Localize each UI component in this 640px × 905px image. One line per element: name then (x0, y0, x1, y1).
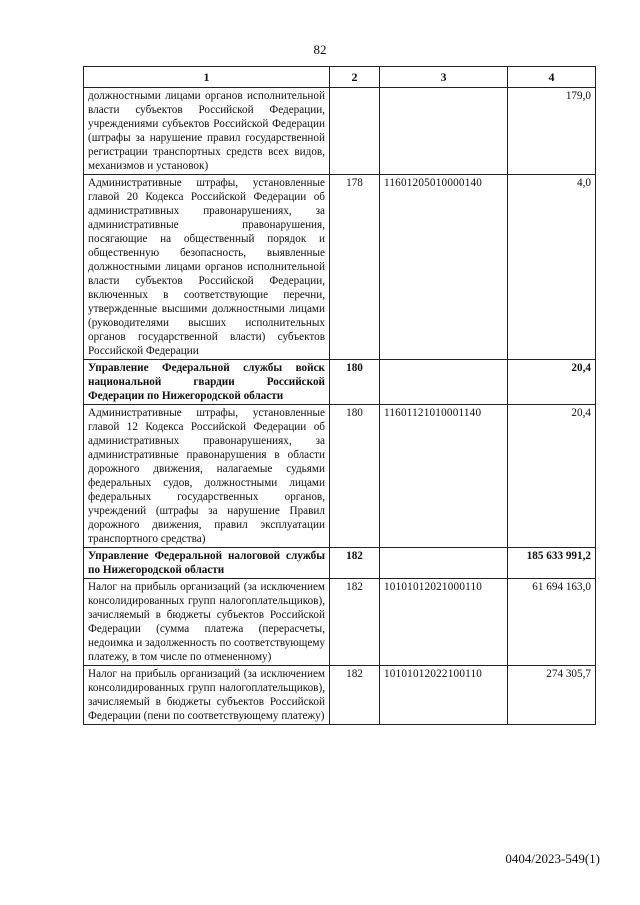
table-row (84, 666, 596, 725)
row-description: должностными лицами органов исполнительной власти субъектов Российской Федерации, учреждениями субъектов Российской Федерации (штрафы за нарушение правил государственной регистрации транспортных средств всех видов, механизмов и установок) (84, 88, 330, 175)
row-description: Налог на прибыль организаций (за исключением консолидированных групп налогоплательщиков), зачисляемый в бюджеты субъектов Российской Федерации (пени по соответствующему платежу) (84, 666, 330, 725)
column-header-1: 1 (84, 67, 330, 88)
column-header-2: 2 (330, 67, 380, 88)
column-header-4: 4 (508, 67, 596, 88)
table-row-agency (84, 548, 596, 579)
row-kbk-code: 10101012022100110 (380, 666, 508, 725)
row-amount: 20,4 (508, 360, 596, 405)
revenue-table (83, 66, 596, 725)
column-header-3: 3 (380, 67, 508, 88)
table-row-agency (84, 360, 596, 405)
row-description: Административные штрафы, установленные главой 12 Кодекса Российской Федерации об административных правонарушениях, за административные правонарушения в области дорожного движения, налагаемые судьями федеральных судов, должностными лицами федеральных государственных органов, учреждений (штрафы за нарушение Правил дорожного движения, правил эксплуатации транспортного средства) (84, 405, 330, 548)
row-description: Управление Федеральной службы войск национальной гвардии Российской Федерации по Нижегородской области (84, 360, 330, 405)
table-header-row (84, 67, 596, 88)
row-admin-code: 178 (330, 175, 380, 360)
row-admin-code: 182 (330, 579, 380, 666)
document-code: 0404/2023-549(1) (505, 851, 600, 866)
table-row (84, 88, 596, 175)
row-description: Налог на прибыль организаций (за исключением консолидированных групп налогоплательщиков), зачисляемый в бюджеты субъектов Российской Федерации (сумма платежа (перерасчеты, недоимка и задолженность по соответствующему платежу, в том числе по отмененному) (84, 579, 330, 666)
row-kbk-code: 11601121010001140 (380, 405, 508, 548)
row-admin-code: 180 (330, 360, 380, 405)
row-amount: 4,0 (508, 175, 596, 360)
row-amount: 179,0 (508, 88, 596, 175)
table-row (84, 579, 596, 666)
row-admin-code (330, 88, 380, 175)
row-admin-code: 182 (330, 666, 380, 725)
row-amount: 185 633 991,2 (508, 548, 596, 579)
table-row (84, 175, 596, 360)
row-amount: 20,4 (508, 405, 596, 548)
row-kbk-code: 10101012021000110 (380, 579, 508, 666)
page-number: 82 (313, 42, 327, 57)
row-admin-code: 180 (330, 405, 380, 548)
row-description: Управление Федеральной налоговой службы по Нижегородской области (84, 548, 330, 579)
row-kbk-code: 11601205010000140 (380, 175, 508, 360)
row-admin-code: 182 (330, 548, 380, 579)
row-description: Административные штрафы, установленные главой 20 Кодекса Российской Федерации об административных правонарушениях, за административные правонарушения, посягающие на общественный порядок и общественную безопасность, выявленные должностными лицами органов исполнительной власти субъектов Российской Федерации, включенных в соответствующие перечни, утвержденные высшими должностными лицами (руководителями высших исполнительных органов государственной власти) субъектов Российской Федерации (84, 175, 330, 360)
row-amount: 61 694 163,0 (508, 579, 596, 666)
row-kbk-code (380, 88, 508, 175)
row-amount: 274 305,7 (508, 666, 596, 725)
row-kbk-code (380, 360, 508, 405)
row-kbk-code (380, 548, 508, 579)
table-row (84, 405, 596, 548)
